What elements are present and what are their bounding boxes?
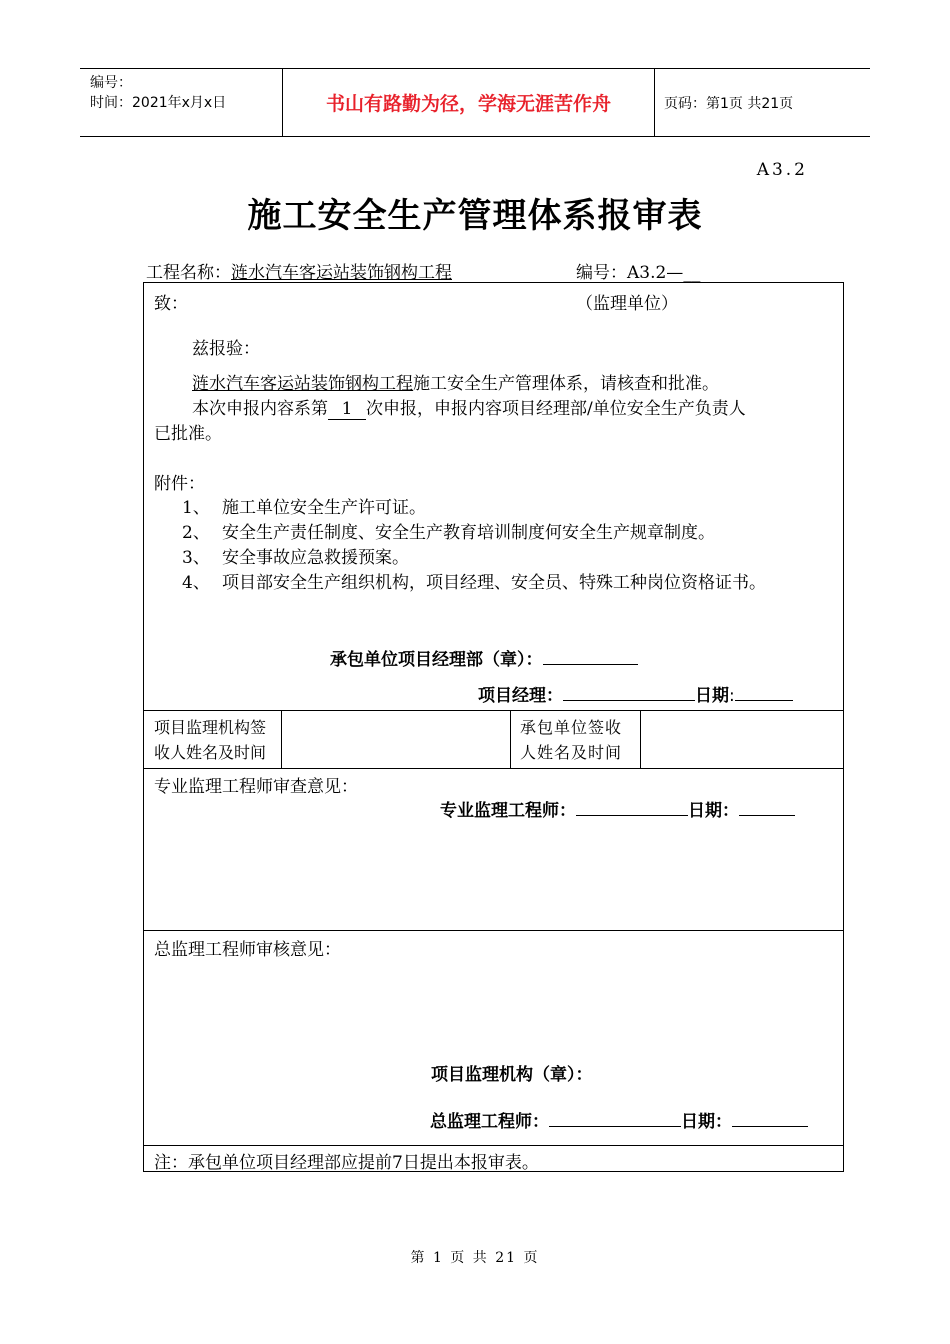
contractor-receipt-line-1: 承包单位签收 — [520, 718, 623, 737]
chief-signer-label: 总监理工程师： — [430, 1112, 549, 1132]
body-line-1-rest: 施工安全生产管理体系，请核查和批准。 — [413, 374, 719, 394]
attachment-no: 3、 — [182, 548, 210, 568]
body-line-2 — [192, 394, 746, 420]
supervisor-unit-hint: （监理单位） — [576, 294, 678, 314]
project-number-line — [576, 258, 700, 283]
specialist-signer-label: 专业监理工程师： — [440, 801, 576, 821]
specialist-signature-line — [440, 796, 795, 821]
divider — [640, 710, 641, 768]
form-code: A3.2 — [756, 160, 808, 180]
header-number-label: 编号： — [90, 75, 132, 91]
manager-signature-blank[interactable] — [563, 686, 695, 701]
manager-date-blank[interactable] — [735, 686, 793, 701]
attachment-text: 安全生产责任制度、安全生产教育培训制度何安全生产规章制度。 — [222, 523, 715, 543]
contractor-stamp-line — [330, 645, 638, 670]
review-form — [143, 282, 844, 1172]
divider — [281, 710, 282, 768]
attachment-no: 4、 — [182, 573, 210, 593]
project-name-label: 工程名称： — [146, 263, 231, 283]
chief-signature-blank[interactable] — [549, 1112, 681, 1127]
header-page-info: 页码：第1页 共21页 — [664, 95, 794, 112]
contractor-stamp-blank[interactable] — [543, 650, 638, 665]
project-number-value: __ — [683, 263, 701, 283]
greeting: 兹报验： — [192, 339, 260, 359]
project-number-label: 编号：A3.2— — [576, 263, 684, 283]
contractor-receipt-label — [520, 715, 622, 765]
manager-label: 项目经理： — [478, 686, 563, 706]
specialist-date-blank[interactable] — [739, 801, 795, 816]
manager-date-colon: : — [729, 686, 735, 706]
project-name: 涟水汽车客运站装饰钢构工程 — [231, 263, 452, 283]
page-footer: 第 1 页 共 21 页 — [410, 1250, 540, 1266]
page-title: 施工安全生产管理体系报审表 — [247, 196, 703, 236]
divider — [144, 930, 843, 931]
chief-opinion-label: 总监理工程师审核意见： — [154, 940, 341, 960]
attachment-text: 安全事故应急救援预案。 — [222, 548, 409, 568]
divider — [144, 768, 843, 769]
supervisor-receipt-label — [154, 715, 266, 765]
specialist-opinion-label: 专业监理工程师审查意见： — [154, 777, 358, 797]
attachments-label: 附件： — [154, 474, 205, 494]
submission-rest: 次申报，申报内容项目经理部/单位安全生产负责人 — [366, 399, 746, 419]
header-meta — [80, 69, 282, 136]
divider — [144, 710, 843, 711]
body-line-3: 已批准。 — [154, 424, 222, 444]
document-header — [80, 68, 870, 137]
submission-prefix: 本次申报内容系第 — [192, 399, 328, 419]
attachment-text: 项目部安全生产组织机构，项目经理、安全员、特殊工种岗位资格证书。 — [222, 573, 766, 593]
specialist-date-label: 日期： — [688, 801, 739, 821]
contractor-receipt-line-2: 人姓名及时间 — [520, 743, 623, 762]
chief-date-blank[interactable] — [732, 1112, 808, 1127]
submission-count: 1 — [328, 399, 366, 420]
form-note: 注：承包单位项目经理部应提前7日提出本报审表。 — [154, 1153, 539, 1173]
supervision-stamp-label: 项目监理机构（章）： — [431, 1065, 593, 1085]
supervisor-receipt-line-1: 项目监理机构签 — [154, 718, 267, 737]
attachment-text: 施工单位安全生产许可证。 — [222, 498, 426, 518]
manager-signature-line — [478, 681, 793, 706]
attachment-no: 1、 — [182, 498, 210, 518]
header-time: 时间：2021年x月x日 — [90, 95, 227, 111]
supervisor-receipt-line-2: 收人姓名及时间 — [154, 743, 267, 762]
addressee-label: 致： — [154, 294, 188, 314]
supervisor-receipt-field[interactable] — [283, 712, 509, 767]
attachment-no: 2、 — [182, 523, 210, 543]
chief-signature-line — [430, 1107, 808, 1132]
divider — [144, 1145, 843, 1146]
project-reference: 涟水汽车客运站装饰钢构工程 — [192, 374, 413, 394]
manager-date-label: 日期 — [695, 686, 729, 706]
specialist-signature-blank[interactable] — [576, 801, 688, 816]
body-line-1 — [192, 369, 719, 394]
contractor-receipt-field[interactable] — [642, 712, 842, 767]
chief-date-label: 日期： — [681, 1112, 732, 1132]
header-motto: 书山有路勤为径，学海无涯苦作舟 — [282, 69, 655, 136]
divider — [510, 710, 511, 768]
contractor-stamp-label: 承包单位项目经理部（章）： — [330, 650, 543, 670]
project-name-line — [146, 258, 452, 283]
